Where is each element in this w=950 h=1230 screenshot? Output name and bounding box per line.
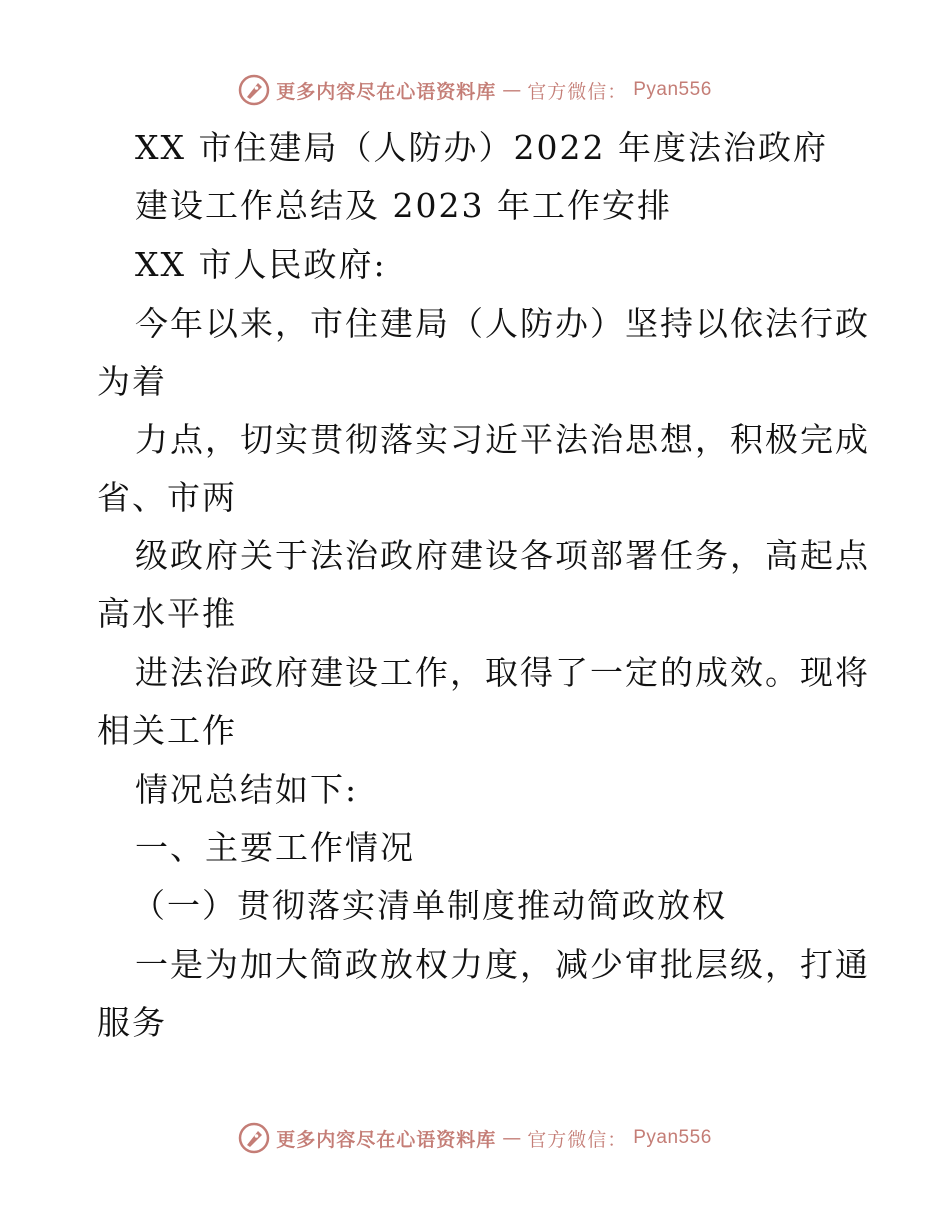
paragraph-line: 级政府关于法治政府建设各项部署任务，高起点 xyxy=(135,536,870,575)
pen-nib-logo-icon xyxy=(238,74,270,106)
paragraph-line: 力点，切实贯彻落实习近平法治思想，积极完成 xyxy=(135,420,870,459)
document-title-line-1: XX 市住建局（人防办）2022 年度法治政府 xyxy=(135,128,828,167)
paragraph-line: 高水平推 xyxy=(97,594,237,633)
watermark-sub-text: 官方微信： xyxy=(527,1128,628,1151)
paragraph-line: 进法治政府建设工作，取得了一定的成效。现将 xyxy=(135,653,870,692)
paragraph-line: 今年以来，市住建局（人防办）坚持以依法行政 xyxy=(135,304,870,343)
paragraph-line: 省、市两 xyxy=(97,478,237,517)
subsection-heading: （一）贯彻落实清单制度推动简政放权 xyxy=(132,886,727,925)
paragraph-line: 相关工作 xyxy=(97,711,237,750)
watermark-wechat-id: Pyan556 xyxy=(633,1127,712,1148)
pen-nib-logo-icon xyxy=(238,1122,270,1154)
watermark-dash: — xyxy=(502,1127,522,1149)
paragraph-line: 一是为加大简政放权力度，减少审批层级，打通 xyxy=(135,945,870,984)
watermark-wechat-id: Pyan556 xyxy=(633,79,712,100)
watermark-dash: — xyxy=(502,79,522,101)
watermark-main-text: 更多内容尽在心语资料库 xyxy=(276,1128,497,1151)
document-addressee: XX 市人民政府: xyxy=(135,245,387,284)
footer-watermark xyxy=(0,1118,950,1158)
paragraph-line: 服务 xyxy=(97,1003,167,1042)
paragraph-line: 为着 xyxy=(97,362,167,401)
watermark-sub-text: 官方微信： xyxy=(527,80,628,103)
paragraph-line: 情况总结如下: xyxy=(135,770,359,809)
watermark-main-text: 更多内容尽在心语资料库 xyxy=(276,80,497,103)
document-title-line-2: 建设工作总结及 2023 年工作安排 xyxy=(135,186,672,225)
section-heading: 一、主要工作情况 xyxy=(135,828,415,867)
header-watermark xyxy=(0,70,950,110)
